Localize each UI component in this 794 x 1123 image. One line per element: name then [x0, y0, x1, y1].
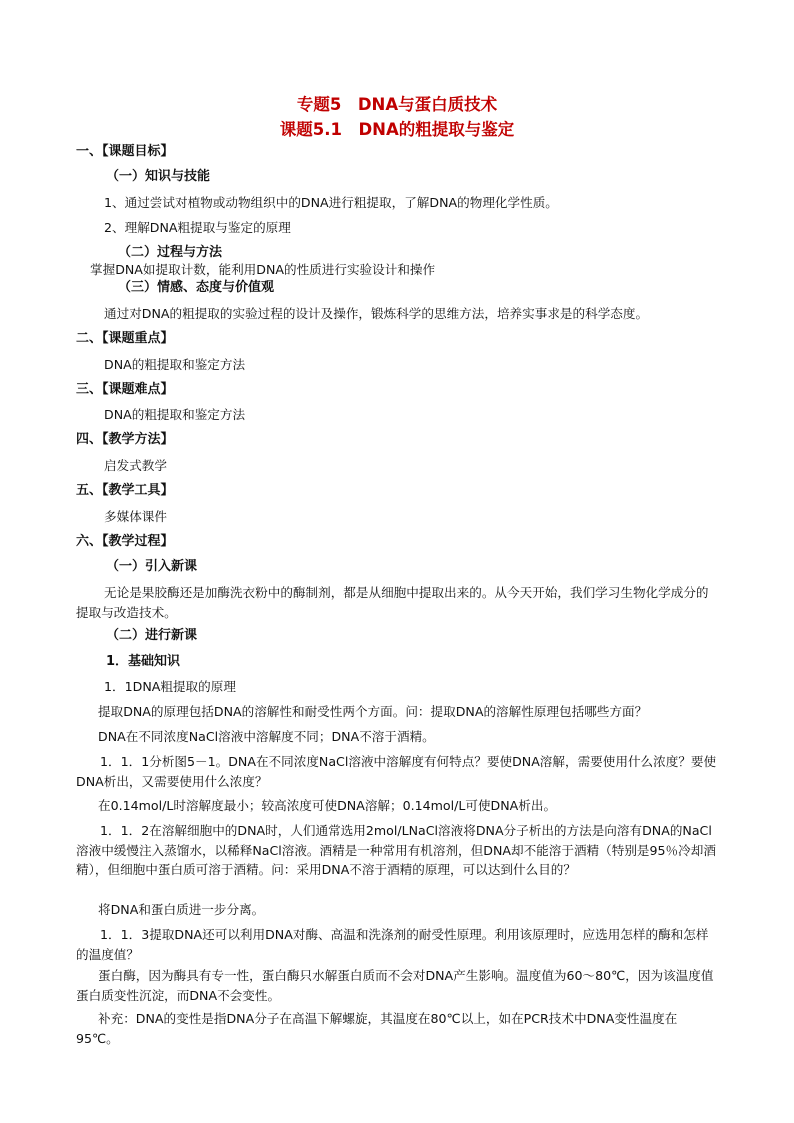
question-paragraph: 提取DNA的原理包括DNA的溶解性和耐受性两个方面。问：提取DNA的溶解性原理包括哪些方面？	[98, 704, 648, 719]
answer-paragraph: DNA在不同浓度NaCl溶液中溶解度不同；DNA不溶于酒精。	[98, 729, 435, 744]
subheading-new-lesson: （二）进行新课	[106, 628, 198, 643]
lesson-title: 课题5.1 DNA的粗提取与鉴定	[279, 120, 515, 139]
introduction-paragraph: 无论是果胶酶还是加酶洗衣粉中的酶制剂，都是从细胞中提取出来的。从今天开始，我们学习生物化学成分的提取与改造技术。	[76, 585, 709, 620]
subheading-process-method: （二）过程与方法	[118, 245, 223, 260]
section-heading-teaching-process: 六、【教学过程】	[76, 534, 174, 549]
section-heading-difficulties: 三、【课题难点】	[76, 382, 174, 397]
paragraph-1-1-2: 1．1．2在溶解细胞中的DNA时，人们通常选用2mol/LNaCl溶液将DNA分子析出的方法是向溶有DNA的NaCl溶液中缓慢注入蒸馏水，以稀释NaCl溶液。酒精是一种常用有机溶剂，但DNA却不能溶于酒精（特别是95％冷却酒精），但细胞中蛋白质可溶于酒精。问：采用DNA不溶于酒精的原理，可以达到什么目的？	[76, 823, 716, 877]
section-heading-objectives: 一、【课题目标】	[76, 144, 174, 159]
answer-1-1-3: 蛋白酶，因为酶具有专一性，蛋白酶只水解蛋白质而不会对DNA产生影响。温度值为60～80℃，因为该温度值蛋白质变性沉淀，而DNA不会变性。	[76, 968, 714, 1003]
subheading-introduction: （一）引入新课	[106, 559, 198, 574]
subheading-knowledge-skills: （一）知识与技能	[106, 169, 211, 184]
principle-heading: 1．1DNA粗提取的原理	[104, 679, 236, 694]
section-heading-key-points: 二、【课题重点】	[76, 331, 174, 346]
teaching-method-text: 启发式教学	[104, 458, 167, 473]
process-method-text: 掌握DNA如提取计数，能利用DNA的性质进行实验设计和操作	[90, 262, 436, 277]
objective-item-1: 1、通过尝试对植物或动物组织中的DNA进行粗提取，了解DNA的物理化学性质。	[104, 195, 558, 210]
section-heading-teaching-method: 四、【教学方法】	[76, 432, 174, 447]
section-heading-teaching-tools: 五、【教学工具】	[76, 483, 174, 498]
key-points-text: DNA的粗提取和鉴定方法	[104, 357, 246, 372]
document-title: 专题5 DNA与蛋白质技术	[296, 95, 498, 114]
answer-1-1-1: 在0.14mol/L时溶解度最小；较高浓度可使DNA溶解；0.14mol/L可使DNA析出。	[98, 798, 557, 813]
objective-item-2: 2、理解DNA粗提取与鉴定的原理	[104, 220, 291, 235]
supplement-paragraph: 补充：DNA的变性是指DNA分子在高温下解螺旋，其温度在80℃以上，如在PCR技术中DNA变性温度在95℃。	[76, 1011, 678, 1046]
difficulties-text: DNA的粗提取和鉴定方法	[104, 407, 246, 422]
subheading-attitude-values: （三）情感、态度与价值观	[118, 280, 275, 295]
answer-1-1-2: 将DNA和蛋白质进一步分离。	[98, 902, 265, 917]
teaching-tools-text: 多媒体课件	[104, 509, 167, 524]
paragraph-1-1-1: 1．1．1分析图5－1。DNA在不同浓度NaCl溶液中溶解度有何特点？要使DNA溶解，需要使用什么浓度？要使DNA析出，又需要使用什么浓度？	[76, 754, 717, 789]
attitude-values-text: 通过对DNA的粗提取的实验过程的设计及操作，锻炼科学的思维方法，培养实事求是的科学态度。	[104, 306, 649, 321]
paragraph-1-1-3: 1．1．3提取DNA还可以利用DNA对酶、高温和洗涤剂的耐受性原理。利用该原理时，应选用怎样的酶和怎样的温度值？	[76, 927, 709, 962]
basic-knowledge-heading: 1．基础知识	[106, 654, 181, 669]
